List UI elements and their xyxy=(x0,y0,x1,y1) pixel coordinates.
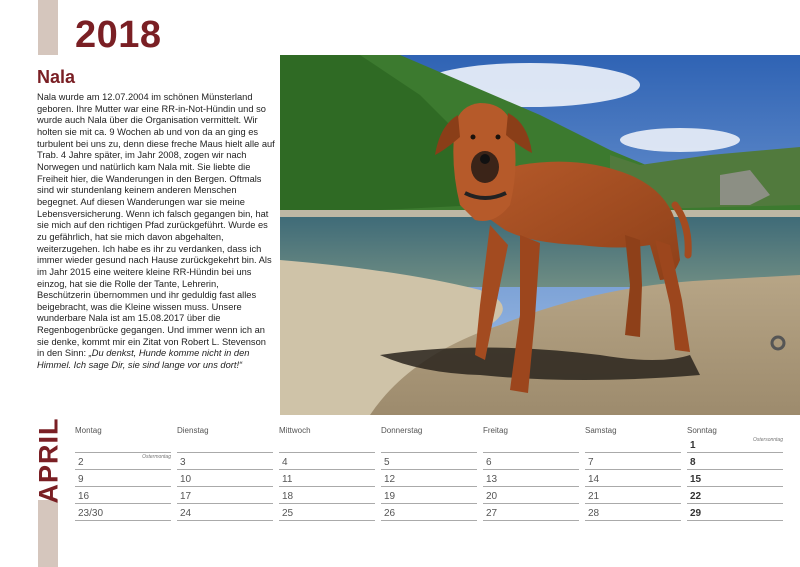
date-cell: 16 xyxy=(75,487,171,504)
date-cell: 14 xyxy=(585,470,681,487)
date-cell: 29 xyxy=(687,504,783,521)
day-column-tuesday xyxy=(177,426,273,519)
holiday-note: Ostermontag xyxy=(142,454,171,460)
date-cell xyxy=(585,436,681,453)
month-name: APRIL xyxy=(33,417,64,503)
date-cell: 21 xyxy=(585,487,681,504)
date-cell: 27 xyxy=(483,504,579,521)
date-cell: 25 xyxy=(279,504,375,521)
date-cell: 5 xyxy=(381,453,477,470)
decorative-bar-bottom xyxy=(38,500,58,567)
day-name-saturday: Samstag xyxy=(585,426,617,435)
date-cell xyxy=(75,436,171,453)
date-cell: 2 Ostermontag xyxy=(75,453,171,470)
date-cell xyxy=(279,436,375,453)
date-cell: 15 xyxy=(687,470,783,487)
date-cell: 20 xyxy=(483,487,579,504)
story-text-block xyxy=(37,92,275,372)
date-cell: 22 xyxy=(687,487,783,504)
date-cell xyxy=(177,436,273,453)
date-cell: 1 Ostersonntag xyxy=(687,436,783,453)
date-cell: 18 xyxy=(279,487,375,504)
day-column-saturday xyxy=(585,426,681,519)
date-cell xyxy=(483,436,579,453)
date-cell: 8 xyxy=(687,453,783,470)
date-cell: 9 xyxy=(75,470,171,487)
date-cell: 23/30 xyxy=(75,504,171,521)
day-column-thursday xyxy=(381,426,477,519)
day-name-monday: Montag xyxy=(75,426,102,435)
date-cell: 12 xyxy=(381,470,477,487)
dog-photo xyxy=(280,55,800,415)
date-cell: 11 xyxy=(279,470,375,487)
year-title: 2018 xyxy=(75,14,162,56)
day-column-sunday xyxy=(687,426,783,519)
day-column-friday xyxy=(483,426,579,519)
dog-photo-illustration xyxy=(280,55,800,415)
day-name-friday: Freitag xyxy=(483,426,508,435)
date-cell: 19 xyxy=(381,487,477,504)
day-column-wednesday xyxy=(279,426,375,519)
date-cell: 4 xyxy=(279,453,375,470)
date-cell: 17 xyxy=(177,487,273,504)
date-cell: 10 xyxy=(177,470,273,487)
date-cell: 13 xyxy=(483,470,579,487)
date-cell: 6 xyxy=(483,453,579,470)
day-name-sunday: Sonntag xyxy=(687,426,717,435)
day-name-wednesday: Mittwoch xyxy=(279,426,311,435)
dog-name-heading: Nala xyxy=(37,67,76,87)
day-column-monday xyxy=(75,426,171,519)
date-cell: 24 xyxy=(177,504,273,521)
month-label xyxy=(30,417,68,503)
date-cell xyxy=(381,436,477,453)
date-cell: 28 xyxy=(585,504,681,521)
decorative-bar-top xyxy=(38,0,58,55)
day-name-thursday: Donnerstag xyxy=(381,426,423,435)
story-quote: „Du denkst, Hunde komme nicht in den Himmel. Ich sage Dir, sie sind lange vor uns dort!“ xyxy=(37,348,250,371)
story-body: Nala wurde am 12.07.2004 im schönen Münsterland geboren. Ihre Mutter war eine RR-in-Not-Hündin und so wurde auch Nala über die Organisation vermittelt. Wir holten sie mit ca. 9 Wochen ab und von da an ging es turbulent bei uns zu, denn diese freche Maus hielt alle auf Trab. 4 Jahre später, im Jahr 2008, zogen wir nach Norwegen und natürlich kam Nala mit. Sie liebte die Freiheit hier, die Wanderungen in den Bergen. Oftmals sind wir stundenlang keinem anderen Menschen begegnet. Auf diesen Wanderungen war sie meine Lebensversicherung. Wenn ich falsch gegangen bin, hat sie mich auf den richtigen Pfad zurückgeführt. Wurde es zu gefährlich, hat sie mich davon abgehalten, weiterzugehen. Ich habe es ihr zu verdanken, dass ich immer wieder gesund nach Hause zurückgekehrt bin. Als im Jahr 2015 eine weitere kleine RR-Hündin bei uns einzog, hat sie die Rolle der Tante, Lehrerin, Beschützerin übernommen und ihr geduldig fast alles beigebracht, was die Kleine wissen muss. Unsere wunderbare Nala ist am 15.08.2017 über die Regenbogenbrücke gegangen. Und immer wenn ich an sie denke, kommt mir ein Zitat von Robert L. Stevenson in den Sinn: xyxy=(37,92,275,359)
date-cell: 3 xyxy=(177,453,273,470)
date-cell: 7 xyxy=(585,453,681,470)
day-name-tuesday: Dienstag xyxy=(177,426,209,435)
date-cell: 26 xyxy=(381,504,477,521)
holiday-note: Ostersonntag xyxy=(752,437,783,443)
